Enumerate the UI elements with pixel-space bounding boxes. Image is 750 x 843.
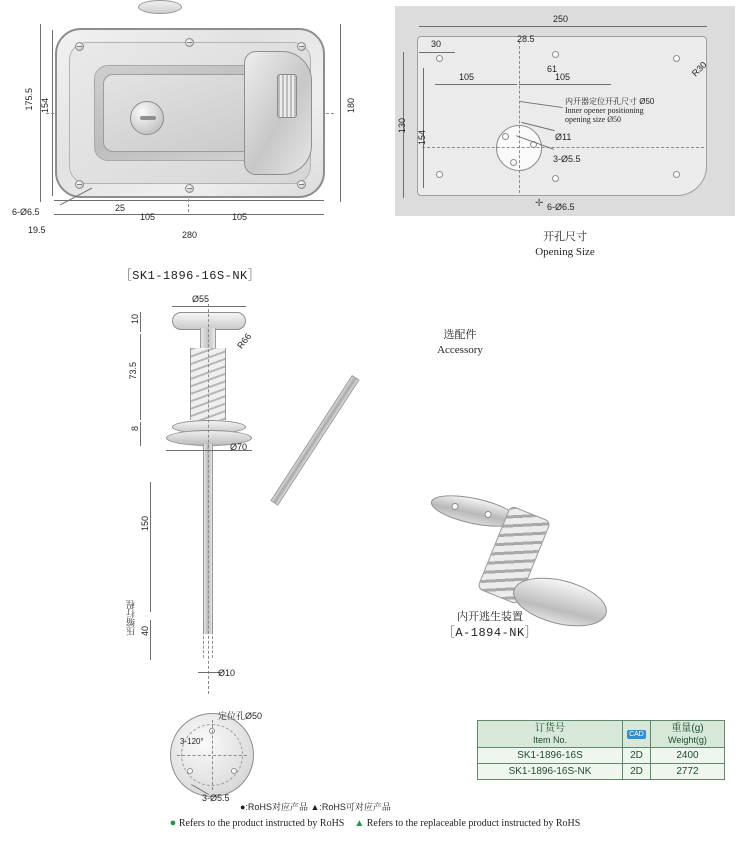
- note-inner-opener-en-2: opening size Ø50: [565, 115, 621, 124]
- accessory-title-en: Accessory: [437, 343, 483, 356]
- accessory-name-code: ［A-1894-NK］: [442, 625, 538, 640]
- dim-line-73-5: [140, 334, 141, 420]
- opening-hole: [673, 55, 680, 62]
- plate-center-h: [422, 147, 704, 148]
- label-3-d5-5: 3-Ø5.5: [202, 793, 230, 803]
- dim-line-horizontal-105: [54, 200, 324, 201]
- small-hole-5-5: [502, 133, 509, 140]
- dim-line-vertical-right: [340, 24, 341, 202]
- mounting-screw: [75, 180, 84, 189]
- caption-main-lock: ［SK1-1896-16S-NK］: [119, 269, 261, 283]
- caption-accessory-title: [390, 328, 530, 358]
- label-compression-stroke: 压缩行程: [126, 600, 136, 636]
- rohs-triangle-icon: ▲: [354, 818, 365, 829]
- cell-weight: 2400: [650, 747, 724, 763]
- accessory-name-cn: 内开逃生装置: [457, 611, 523, 623]
- mounting-screw: [297, 180, 306, 189]
- dim-180: 180: [346, 98, 356, 114]
- dim-d11: Ø11: [555, 132, 572, 142]
- dim-40: 40: [140, 626, 150, 637]
- opening-hole: [552, 175, 559, 182]
- dim-line-40: [150, 620, 151, 660]
- cell-item-no: SK1-1896-16S: [478, 747, 623, 763]
- dim-d55: Ø55: [192, 294, 210, 304]
- dim-6-d6-5: 6-Ø6.5: [12, 207, 40, 217]
- dim-3-d5-5: 3-Ø5.5: [553, 154, 581, 164]
- label-locating-hole: 定位孔Ø50: [218, 711, 263, 721]
- dim-line-150: [150, 482, 151, 612]
- dim-30: 30: [431, 39, 442, 49]
- order-table: [477, 720, 725, 780]
- key-cylinder: [130, 101, 164, 135]
- header-weight-cn: 重量(g): [671, 723, 704, 734]
- caption-opening-size-cn: 开孔尺寸: [543, 231, 587, 243]
- dim-line-8: [140, 422, 141, 446]
- center-cross-icon: ✛: [535, 198, 544, 209]
- mounting-screw: [185, 184, 194, 193]
- footnote-rohs-en-a: Refers to the product instructed by RoHS: [178, 818, 345, 829]
- locating-hole: [231, 768, 237, 774]
- caption-opening-size-en: Opening Size: [535, 245, 595, 258]
- footnote-rohs-en-b: Refers to the replaceable product instructed by RoHS: [366, 818, 581, 829]
- dim-line-horizontal-280: [54, 214, 324, 215]
- opening-hole: [673, 171, 680, 178]
- order-table-grid: [477, 720, 725, 780]
- caption-accessory-name: [370, 610, 610, 641]
- header-cad: [622, 721, 650, 748]
- dim-19-5: 19.5: [28, 225, 46, 235]
- accessory-title-cn: 选配件: [443, 329, 477, 341]
- dim-73-5: 73.5: [128, 362, 138, 380]
- dim-r30: R30: [689, 59, 709, 79]
- lock-handle: [244, 51, 312, 175]
- caption-opening-size: [455, 230, 675, 260]
- lock-body-inner: [69, 42, 311, 184]
- cell-cad[interactable]: 2D: [622, 763, 650, 779]
- dim-line-105-left: [435, 84, 517, 85]
- cad-badge: CAD: [629, 731, 644, 739]
- dim-8: 8: [130, 426, 140, 432]
- dim-line-10: [140, 312, 141, 332]
- opening-hole: [552, 51, 559, 58]
- dim-105-left: 105: [140, 212, 156, 222]
- dim-28-5: 28.5: [517, 34, 535, 44]
- accessory-photo: [440, 380, 670, 610]
- small-hole-5-5: [510, 159, 517, 166]
- accessory-flange-hole: [484, 510, 492, 518]
- dim-d70: Ø70: [230, 442, 248, 452]
- top-washer: [138, 0, 182, 14]
- label-angle-3-120: 3-120°: [180, 737, 204, 746]
- dim-154: 154: [417, 130, 427, 146]
- cell-cad[interactable]: 2D: [622, 747, 650, 763]
- handle-grip: [277, 74, 297, 118]
- dim-line-d55: [172, 306, 246, 307]
- figure-screw-assembly: [110, 294, 400, 700]
- dim-154: 154: [40, 98, 50, 114]
- dim-r66: R66: [235, 331, 254, 351]
- footnotes: [0, 800, 750, 829]
- dim-6-d6-5: 6-Ø6.5: [547, 202, 575, 212]
- dim-25: 25: [115, 203, 126, 213]
- mounting-screw: [185, 38, 194, 47]
- rohs-dot-icon: ●: [169, 817, 177, 829]
- keyhole-icon: [140, 116, 156, 120]
- note-inner-opener-cn: 内开器定位开孔尺寸 Ø50: [565, 97, 655, 106]
- figure-opening-size: [395, 6, 743, 271]
- header-item-no-en: Item No.: [532, 734, 567, 745]
- dim-105-left: 105: [459, 72, 475, 82]
- locating-hole: [187, 768, 193, 774]
- dim-10: 10: [130, 314, 140, 325]
- figure-main-lock: [10, 0, 380, 283]
- cell-weight: 2772: [650, 763, 724, 779]
- dim-line-250: [419, 26, 707, 27]
- dim-150: 150: [140, 516, 150, 532]
- dim-61: 61: [547, 64, 558, 74]
- dim-175-5: 175.5: [24, 88, 34, 111]
- dim-105-right: 105: [232, 212, 248, 222]
- dim-250: 250: [553, 14, 569, 24]
- dim-line-154: [423, 68, 424, 188]
- mounting-screw: [297, 42, 306, 51]
- accessory-flange-hole: [451, 502, 459, 510]
- dim-280: 280: [182, 230, 198, 240]
- opening-hole: [436, 55, 443, 62]
- header-item-no: [478, 721, 623, 748]
- figure-accessory: [400, 320, 700, 640]
- footnote-rohs-cn: ●:RoHS对应产品 ▲:RoHS可对应产品: [240, 802, 391, 812]
- header-item-no-cn: 订货号: [534, 723, 565, 734]
- mounting-screw: [75, 42, 84, 51]
- assembly-center-axis: [208, 304, 209, 694]
- dim-line-105-right: [519, 84, 611, 85]
- table-row[interactable]: [478, 747, 725, 763]
- dim-d10: Ø10: [218, 668, 236, 678]
- opening-plate: [417, 36, 707, 196]
- table-row[interactable]: [478, 763, 725, 779]
- footnote-rohs-en: [0, 817, 750, 829]
- locating-plate: [170, 713, 254, 797]
- header-weight-en: Weight(g): [668, 734, 707, 745]
- dim-line-30: [419, 52, 455, 53]
- plate-center-v: [519, 41, 520, 193]
- cell-item-no: SK1-1896-16S-NK: [478, 763, 623, 779]
- note-inner-opener-en-1: Inner opener positioning: [565, 106, 644, 115]
- dim-105-right: 105: [555, 72, 571, 82]
- opening-hole: [436, 171, 443, 178]
- table-header-row: [478, 721, 725, 748]
- lock-body: [55, 28, 325, 198]
- dim-130: 130: [397, 118, 407, 134]
- header-weight: [650, 721, 724, 748]
- locating-center-v: [212, 720, 213, 790]
